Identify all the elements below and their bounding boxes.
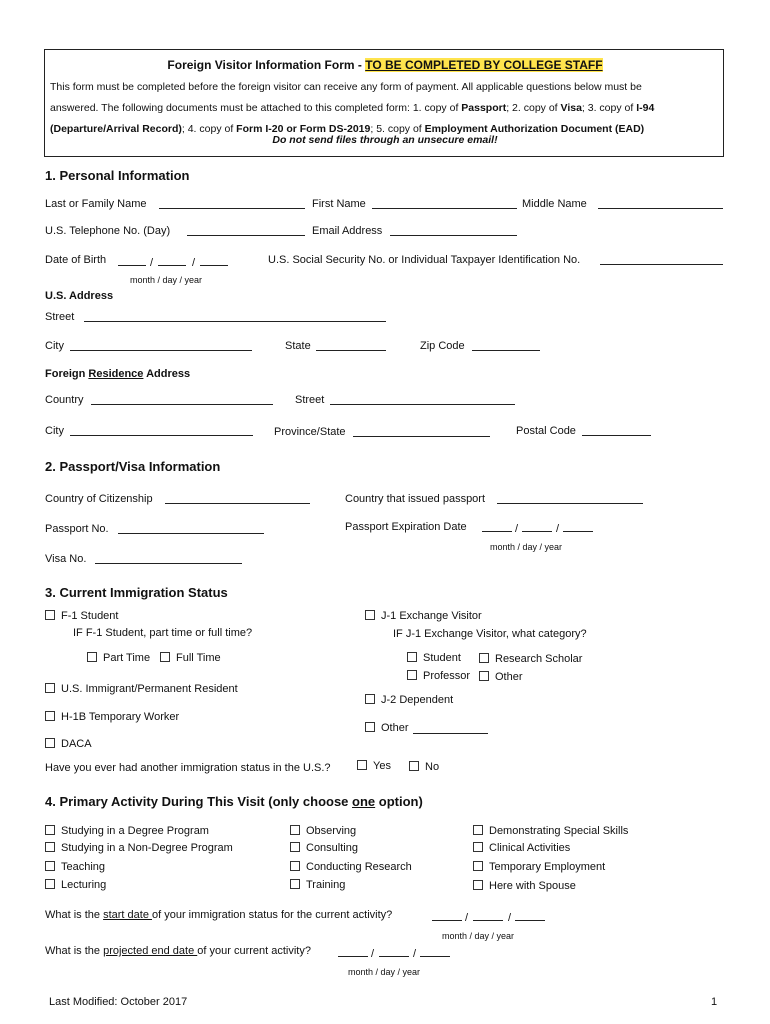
other-category-checkbox[interactable] bbox=[479, 671, 489, 681]
activity-checkbox[interactable] bbox=[290, 825, 300, 835]
us-city-label: City bbox=[45, 340, 64, 352]
activity-col3-item[interactable]: Here with Spouse bbox=[473, 880, 576, 892]
expiration-year-field[interactable] bbox=[563, 531, 593, 532]
dob-hint: month / day / year bbox=[130, 275, 203, 285]
h1b-option[interactable]: H-1B Temporary Worker bbox=[45, 711, 179, 723]
last-name-field[interactable] bbox=[159, 208, 305, 209]
prior-no-option[interactable]: No bbox=[409, 761, 439, 773]
issued-label: Country that issued passport bbox=[345, 493, 486, 505]
instructions-box bbox=[44, 49, 724, 157]
zip-label: Zip Code bbox=[420, 340, 465, 352]
dob-label: Date of Birth bbox=[45, 254, 107, 266]
dob-month-field[interactable] bbox=[118, 265, 146, 266]
research-scholar-checkbox[interactable] bbox=[479, 653, 489, 663]
visa-no-field[interactable] bbox=[95, 563, 242, 564]
first-name-field[interactable] bbox=[372, 208, 517, 209]
activity-col2-item[interactable]: Training bbox=[290, 879, 345, 891]
other-status-option[interactable]: Other bbox=[365, 722, 409, 734]
professor-checkbox[interactable] bbox=[407, 670, 417, 680]
ssn-label: U.S. Social Security No. or Individual Taxpayer Identification No. bbox=[268, 254, 581, 266]
middle-name-field[interactable] bbox=[598, 208, 723, 209]
province-field[interactable] bbox=[353, 436, 490, 437]
dob-slash-2: / bbox=[192, 257, 196, 269]
end-day-field[interactable] bbox=[379, 956, 409, 957]
student-checkbox[interactable] bbox=[407, 652, 417, 662]
activity-col1-item[interactable]: Studying in a Non-Degree Program bbox=[45, 842, 233, 854]
foreign-country-label: Country bbox=[45, 394, 84, 406]
dob-slash-1: / bbox=[150, 257, 154, 269]
end-year-field[interactable] bbox=[420, 956, 450, 957]
research-scholar-option[interactable]: Research Scholar bbox=[479, 653, 582, 665]
activity-col2-item[interactable]: Consulting bbox=[290, 842, 358, 854]
full-time-checkbox[interactable] bbox=[160, 652, 170, 662]
daca-checkbox[interactable] bbox=[45, 738, 55, 748]
last-name-label: Last or Family Name bbox=[45, 198, 147, 210]
activity-col1-item[interactable]: Studying in a Degree Program bbox=[45, 825, 209, 837]
student-option[interactable]: Student bbox=[407, 652, 461, 664]
activity-checkbox[interactable] bbox=[45, 842, 55, 852]
end-date-question: What is the projected end date of your current activity? bbox=[45, 945, 311, 957]
activity-checkbox[interactable] bbox=[45, 879, 55, 889]
us-street-field[interactable] bbox=[84, 321, 386, 322]
j1-checkbox[interactable] bbox=[365, 610, 375, 620]
section-personal-heading: 1. Personal Information bbox=[45, 168, 190, 183]
us-state-label: State bbox=[285, 340, 311, 352]
activity-checkbox[interactable] bbox=[473, 842, 483, 852]
zip-field[interactable] bbox=[472, 350, 540, 351]
issued-field[interactable] bbox=[497, 503, 643, 504]
activity-checkbox[interactable] bbox=[45, 825, 55, 835]
visa-no-label: Visa No. bbox=[45, 553, 87, 565]
other-status-checkbox[interactable] bbox=[365, 722, 375, 732]
start-date-question: What is the start date of your immigration status for the current activity? bbox=[45, 909, 393, 921]
last-modified: Last Modified: October 2017 bbox=[49, 996, 188, 1008]
activity-checkbox[interactable] bbox=[473, 880, 483, 890]
start-slash-1: / bbox=[465, 912, 469, 924]
prior-no-checkbox[interactable] bbox=[409, 761, 419, 771]
activity-col3-item[interactable]: Temporary Employment bbox=[473, 861, 605, 873]
other-status-field[interactable] bbox=[413, 733, 488, 734]
expiration-day-field[interactable] bbox=[522, 531, 552, 532]
f1-checkbox[interactable] bbox=[45, 610, 55, 620]
activity-checkbox[interactable] bbox=[45, 861, 55, 871]
other-category-option[interactable]: Other bbox=[479, 671, 523, 683]
activity-col3-item[interactable]: Demonstrating Special Skills bbox=[473, 825, 628, 837]
us-state-field[interactable] bbox=[316, 350, 386, 351]
j1-question: IF J-1 Exchange Visitor, what category? bbox=[393, 628, 587, 640]
citizenship-label: Country of Citizenship bbox=[45, 493, 153, 505]
dob-year-field[interactable] bbox=[200, 265, 228, 266]
activity-checkbox[interactable] bbox=[290, 879, 300, 889]
professor-option[interactable]: Professor bbox=[407, 670, 470, 682]
daca-option[interactable]: DACA bbox=[45, 738, 92, 750]
j1-option[interactable]: J-1 Exchange Visitor bbox=[365, 610, 482, 622]
ssn-field[interactable] bbox=[600, 264, 723, 265]
passport-no-field[interactable] bbox=[118, 533, 264, 534]
j2-checkbox[interactable] bbox=[365, 694, 375, 704]
citizenship-field[interactable] bbox=[165, 503, 310, 504]
page-number: 1 bbox=[711, 996, 718, 1008]
activity-col1-item[interactable]: Teaching bbox=[45, 861, 105, 873]
prior-status-question: Have you ever had another immigration status in the U.S.? bbox=[45, 762, 331, 774]
foreign-country-field[interactable] bbox=[91, 404, 273, 405]
instructions-text: This form must be completed before the foreign visitor can receive any form of payment. All applicable questions below must be answered. The following documents must be attached to this completed form: 1. copy of Passport; 2. copy of Visa; 3. copy of I-94 (Departure/Arrival Record); 4. copy of Form I-20 or Form DS-2019; 5. copy of Employment Authorization Document (EAD) bbox=[50, 81, 655, 135]
section-passport-heading: 2. Passport/Visa Information bbox=[45, 459, 221, 474]
expiration-hint: month / day / year bbox=[490, 542, 563, 552]
postal-field[interactable] bbox=[582, 435, 651, 436]
exp-slash-2: / bbox=[556, 523, 560, 535]
us-city-field[interactable] bbox=[70, 350, 252, 351]
end-date-hint: month / day / year bbox=[348, 967, 421, 977]
start-year-field[interactable] bbox=[515, 920, 545, 921]
phone-label: U.S. Telephone No. (Day) bbox=[45, 225, 171, 237]
prior-yes-option[interactable]: Yes bbox=[357, 760, 391, 772]
postal-label: Postal Code bbox=[516, 425, 576, 437]
first-name-label: First Name bbox=[312, 198, 366, 210]
permanent-resident-checkbox[interactable] bbox=[45, 683, 55, 693]
part-time-option[interactable]: Part Time bbox=[87, 652, 150, 664]
province-label: Province/State bbox=[274, 426, 346, 438]
end-slash-2: / bbox=[413, 948, 417, 960]
prior-yes-checkbox[interactable] bbox=[357, 760, 367, 770]
foreign-city-field[interactable] bbox=[70, 435, 253, 436]
j2-option[interactable]: J-2 Dependent bbox=[365, 694, 453, 706]
end-month-field[interactable] bbox=[338, 956, 368, 957]
start-slash-2: / bbox=[508, 912, 512, 924]
activity-col2-item[interactable]: Conducting Research bbox=[290, 861, 412, 873]
foreign-street-field[interactable] bbox=[330, 404, 515, 405]
us-address-heading: U.S. Address bbox=[45, 290, 114, 302]
permanent-resident-option[interactable]: U.S. Immigrant/Permanent Resident bbox=[45, 683, 238, 695]
foreign-street-label: Street bbox=[295, 394, 325, 406]
form-title: Foreign Visitor Information Form - TO BE COMPLETED BY COLLEGE STAFF bbox=[167, 58, 603, 72]
foreign-address-heading: Foreign Residence Address bbox=[45, 368, 191, 380]
start-date-hint: month / day / year bbox=[442, 931, 515, 941]
phone-field[interactable] bbox=[187, 235, 305, 236]
start-month-field[interactable] bbox=[432, 920, 462, 921]
exp-slash-1: / bbox=[515, 523, 519, 535]
f1-option[interactable]: F-1 Student bbox=[45, 610, 118, 622]
middle-name-label: Middle Name bbox=[522, 198, 587, 210]
email-warning: Do not send files through an unsecure email! bbox=[272, 134, 498, 146]
activity-checkbox[interactable] bbox=[473, 825, 483, 835]
f1-question: IF F-1 Student, part time or full time? bbox=[73, 627, 253, 639]
activity-checkbox[interactable] bbox=[290, 842, 300, 852]
activity-col1-item[interactable]: Lecturing bbox=[45, 879, 106, 891]
end-slash-1: / bbox=[371, 948, 375, 960]
activity-checkbox[interactable] bbox=[473, 861, 483, 871]
dob-day-field[interactable] bbox=[158, 265, 186, 266]
activity-col3-item[interactable]: Clinical Activities bbox=[473, 842, 570, 854]
email-field[interactable] bbox=[390, 235, 517, 236]
section-activity-heading: 4. Primary Activity During This Visit (only choose one option) bbox=[45, 794, 423, 809]
activity-col2-item[interactable]: Observing bbox=[290, 825, 356, 837]
section-immigration-heading: 3. Current Immigration Status bbox=[45, 585, 228, 600]
start-day-field[interactable] bbox=[473, 920, 503, 921]
foreign-city-label: City bbox=[45, 425, 64, 437]
expiration-month-field[interactable] bbox=[482, 531, 512, 532]
part-time-checkbox[interactable] bbox=[87, 652, 97, 662]
h1b-checkbox[interactable] bbox=[45, 711, 55, 721]
staff-highlight: TO BE COMPLETED BY COLLEGE STAFF bbox=[365, 58, 603, 72]
passport-no-label: Passport No. bbox=[45, 523, 109, 535]
us-street-label: Street bbox=[45, 311, 75, 323]
email-label: Email Address bbox=[312, 225, 383, 237]
expiration-label: Passport Expiration Date bbox=[345, 521, 467, 533]
activity-checkbox[interactable] bbox=[290, 861, 300, 871]
full-time-option[interactable]: Full Time bbox=[160, 652, 221, 664]
